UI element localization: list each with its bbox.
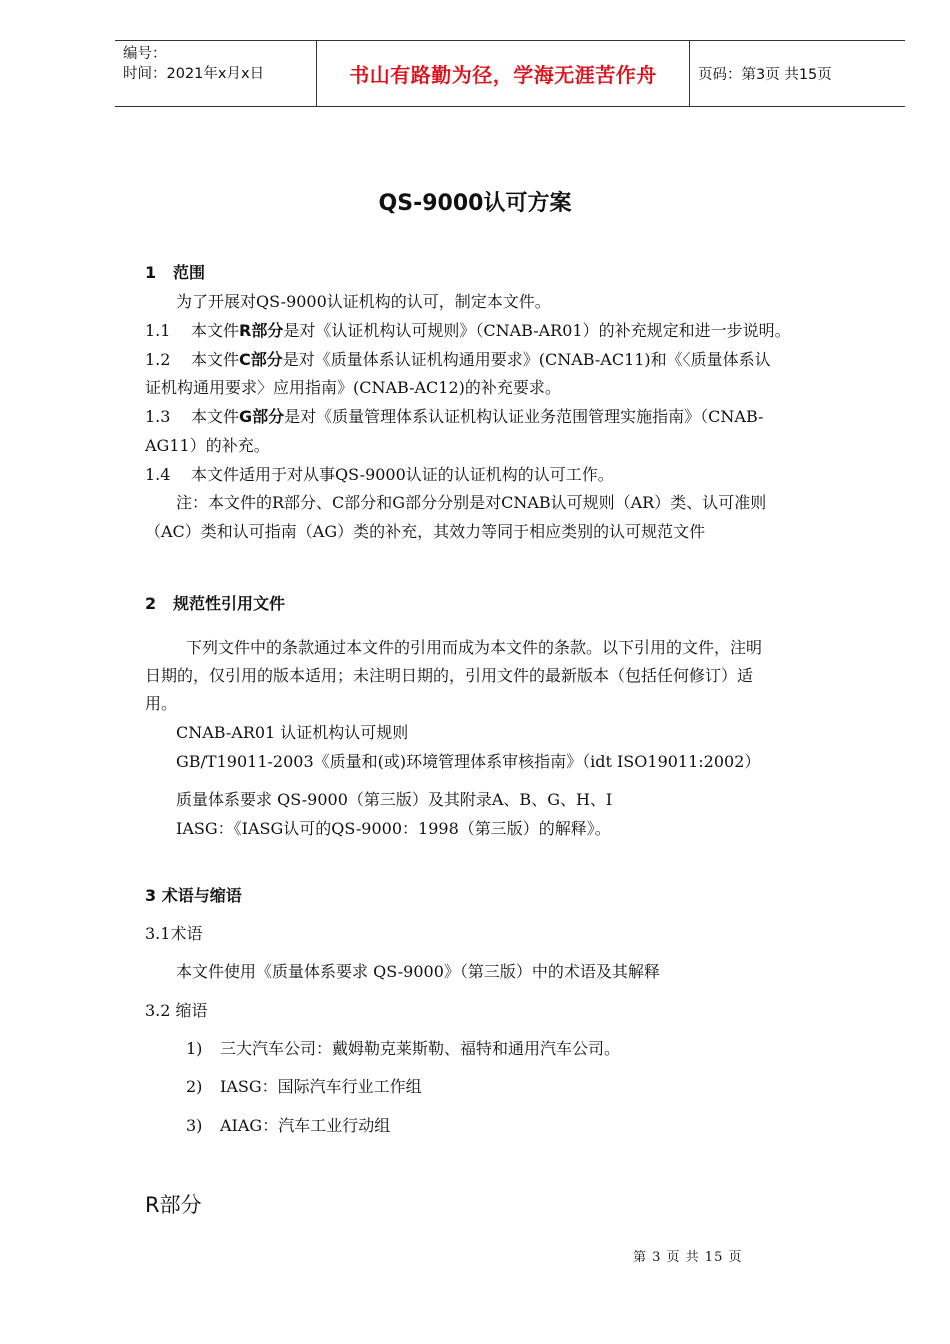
clause-1-3 <box>145 406 763 428</box>
abbreviation-item <box>186 1076 422 1098</box>
section-2-paragraph-line-3: 用。 <box>145 694 178 713</box>
clause-1-4-number: 1.4 <box>145 465 171 484</box>
section-1-heading <box>145 262 205 284</box>
r-part-heading: R部分 <box>145 1193 202 1217</box>
clause-1-3-text: 是对《质量管理体系认证机构认证业务范围管理实施指南》（CNAB- <box>284 407 764 426</box>
abbreviation-number: 1) <box>186 1039 203 1058</box>
reference-3: 质量体系要求 QS-9000（第三版）及其附录A、B、G、H、I <box>176 790 613 809</box>
section-3-1-heading: 3.1术语 <box>145 924 203 943</box>
abbreviation-text: 三大汽车公司：戴姆勒克莱斯勒、福特和通用汽车公司。 <box>220 1039 621 1058</box>
reference-4: IASG：《IASG认可的QS-9000：1998（第三版）的解释》。 <box>176 819 611 838</box>
abbreviation-item <box>186 1038 620 1060</box>
section-1-intro: 为了开展对QS-9000认证机构的认可，制定本文件。 <box>176 292 551 311</box>
clause-1-3-number: 1.3 <box>145 407 171 426</box>
clause-1-3-continued: AG11）的补充。 <box>145 436 270 455</box>
reference-2: GB/T19011-2003《质量和(或)环境管理体系审核指南》（idt ISO19011:2002） <box>176 752 761 771</box>
terms-paragraph: 本文件使用《质量体系要求 QS-9000》（第三版）中的术语及其解释 <box>176 962 660 981</box>
section-3-heading: 3 术语与缩语 <box>145 886 242 905</box>
abbreviation-text: AIAG：汽车工业行动组 <box>220 1116 391 1135</box>
section-2-number: 2 <box>145 594 157 613</box>
section-2-heading <box>145 593 285 615</box>
clause-1-2-prefix: 本文件 <box>191 350 240 369</box>
clause-1-1 <box>145 320 791 342</box>
reference-1: CNAB-AR01 认证机构认可规则 <box>176 723 409 742</box>
section-2-paragraph-line-1: 下列文件中的条款通过本文件的引用而成为本文件的条款。以下引用的文件，注明 <box>186 638 763 657</box>
abbreviation-number: 3) <box>186 1116 203 1135</box>
page-footer: 第 3 页 共 15 页 <box>633 1250 743 1265</box>
header-number-label: 编号： <box>123 46 167 62</box>
clause-1-1-part-label: R部分 <box>239 321 284 340</box>
section-3-2-heading: 3.2 缩语 <box>145 1001 208 1020</box>
header-motto: 书山有路勤为径，学海无涯苦作舟 <box>316 41 690 106</box>
clause-1-2 <box>145 349 771 371</box>
clause-1-1-prefix: 本文件 <box>191 321 240 340</box>
clause-1-2-part-label: C部分 <box>239 350 283 369</box>
clause-1-1-text: 是对《认证机构认可规则》（CNAB-AR01）的补充规定和进一步说明。 <box>283 321 791 340</box>
header-page-info: 页码：第3页 共15页 <box>698 67 832 83</box>
section-2-title: 规范性引用文件 <box>173 594 286 613</box>
clause-1-1-number: 1.1 <box>145 321 171 340</box>
header-meta <box>115 41 316 106</box>
section-1-note: 注：本文件的R部分、C部分和G部分分别是对CNAB认可规则（AR）类、认可准则 <box>176 493 767 512</box>
clause-1-3-prefix: 本文件 <box>191 407 240 426</box>
abbreviation-number: 2) <box>186 1077 203 1096</box>
page-header <box>115 40 905 107</box>
clause-1-2-text: 是对《质量体系认证机构通用要求》(CNAB-AC11)和《〈质量体系认 <box>282 350 771 369</box>
document-title: QS-9000认可方案 <box>378 191 572 216</box>
clause-1-3-part-label: G部分 <box>239 407 285 426</box>
clause-1-2-number: 1.2 <box>145 350 171 369</box>
section-2-paragraph-line-2: 日期的，仅引用的版本适用；未注明日期的，引用文件的最新版本（包括任何修订）适 <box>145 666 754 685</box>
clause-1-4-text: 本文件适用于对从事QS-9000认证的认证机构的认可工作。 <box>191 465 614 484</box>
abbreviation-item <box>186 1115 390 1137</box>
clause-1-2-continued: 证机构通用要求〉应用指南》(CNAB-AC12)的补充要求。 <box>145 378 561 397</box>
abbreviation-text: IASG：国际汽车行业工作组 <box>220 1077 422 1096</box>
header-time-label: 时间：2021年x月x日 <box>123 66 265 82</box>
section-1-number: 1 <box>145 263 157 282</box>
section-1-title: 范围 <box>173 263 206 282</box>
clause-1-4 <box>145 464 614 486</box>
section-1-note-continued: （AC）类和认可指南（AG）类的补充，其效力等同于相应类别的认可规范文件 <box>145 522 706 541</box>
